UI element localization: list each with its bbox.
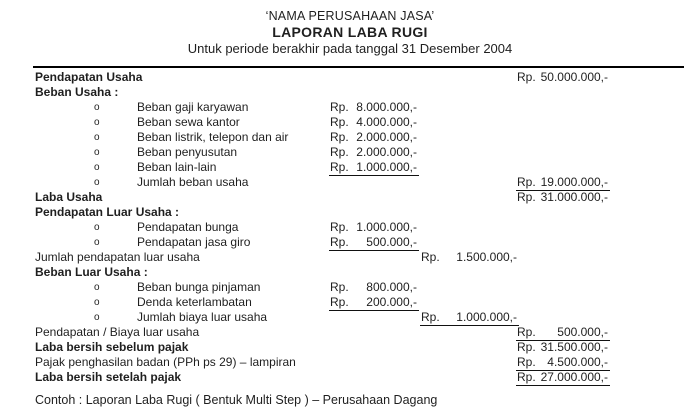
amount-detail <box>329 235 419 251</box>
row-label: Beban sewa kantor <box>137 115 240 129</box>
row-label: Laba bersih sebelum pajak <box>35 340 189 354</box>
amount-detail <box>329 280 419 295</box>
row-label: Jumlah biaya luar usaha <box>137 310 268 324</box>
row-label: Pendapatan jasa giro <box>137 235 251 249</box>
currency-prefix: Rp. <box>330 220 349 234</box>
report-row <box>35 205 675 220</box>
row-label: Beban bunga pinjaman <box>137 280 261 294</box>
amount-total <box>516 70 610 85</box>
bullet-marker: o <box>94 162 100 173</box>
row-label: Beban listrik, telepon dan air <box>137 130 289 144</box>
amount-value: 800.000,- <box>366 280 417 294</box>
report-row <box>35 295 675 310</box>
amount-value: 500.000,- <box>557 325 608 339</box>
row-label: Pendapatan / Biaya luar usaha <box>35 325 200 339</box>
currency-prefix: Rp. <box>421 250 440 264</box>
report-row <box>35 100 675 115</box>
amount-detail <box>329 295 419 311</box>
amount-mid <box>420 310 519 326</box>
amount-value: 500.000,- <box>366 235 417 249</box>
row-label: Pendapatan Usaha <box>35 70 143 84</box>
bullet-marker: o <box>94 282 100 293</box>
row-label: Laba Usaha <box>35 190 103 204</box>
currency-prefix: Rp. <box>330 280 349 294</box>
report-row <box>35 220 675 235</box>
header-divider <box>33 66 684 68</box>
currency-prefix: Rp. <box>330 130 349 144</box>
bullet-marker: o <box>94 117 100 128</box>
report-row <box>35 280 675 295</box>
amount-value: 31.000.000,- <box>540 190 608 204</box>
report-row <box>35 235 675 250</box>
amount-value: 1.000.000,- <box>356 220 417 234</box>
row-label: Beban lain-lain <box>137 160 217 174</box>
currency-prefix: Rp. <box>517 340 536 354</box>
amount-value: 2.000.000,- <box>356 145 417 159</box>
caption-text: Contoh : Laporan Laba Rugi ( Bentuk Multi Step ) – Perusahaan Dagang <box>35 393 438 407</box>
amount-value: 4.500.000,- <box>547 355 608 369</box>
report-row <box>35 175 675 190</box>
amount-value: 1.000.000,- <box>456 310 517 324</box>
row-label: Jumlah beban usaha <box>137 175 249 189</box>
bullet-marker: o <box>94 132 100 143</box>
amount-total <box>516 355 610 371</box>
row-label: Laba bersih setelah pajak <box>35 370 182 384</box>
row-label: Beban penyusutan <box>137 145 238 159</box>
currency-prefix: Rp. <box>330 160 349 174</box>
row-label: Jumlah pendapatan luar usaha <box>35 250 200 264</box>
amount-value: 2.000.000,- <box>356 130 417 144</box>
amount-mid <box>420 250 519 265</box>
bullet-marker: o <box>94 147 100 158</box>
report-row <box>35 160 675 175</box>
bullet-marker: o <box>94 297 100 308</box>
report-row <box>35 340 675 355</box>
currency-prefix: Rp. <box>517 355 536 369</box>
amount-detail <box>329 145 419 160</box>
report-row <box>35 145 675 160</box>
report-row <box>35 85 675 100</box>
report-row <box>35 310 675 325</box>
currency-prefix: Rp. <box>330 115 349 129</box>
bullet-marker: o <box>94 312 100 323</box>
row-label: Pendapatan bunga <box>137 220 239 234</box>
row-label: Denda keterlambatan <box>137 295 252 309</box>
bullet-marker: o <box>94 237 100 248</box>
amount-value: 200.000,- <box>366 295 417 309</box>
report-row <box>35 70 675 85</box>
document-header <box>0 9 700 57</box>
report-row <box>35 130 675 145</box>
row-label: Pajak penghasilan badan (PPh ps 29) – lampiran <box>35 355 296 369</box>
company-name: ‘NAMA PERUSAHAAN JASA’ <box>265 9 435 23</box>
amount-detail <box>329 220 419 235</box>
report-row <box>35 265 675 280</box>
amount-detail <box>329 115 419 130</box>
report-row <box>35 250 675 265</box>
row-label: Pendapatan Luar Usaha : <box>35 205 180 219</box>
bullet-marker: o <box>94 177 100 188</box>
report-body <box>35 70 675 385</box>
amount-total <box>516 325 610 341</box>
amount-value: 27.000.000,- <box>540 370 608 384</box>
currency-prefix: Rp. <box>421 310 440 324</box>
amount-value: 8.000.000,- <box>356 100 417 114</box>
currency-prefix: Rp. <box>330 295 349 309</box>
amount-total <box>516 175 610 191</box>
amount-detail <box>329 160 419 176</box>
currency-prefix: Rp. <box>517 370 536 384</box>
bullet-marker: o <box>94 222 100 233</box>
currency-prefix: Rp. <box>517 190 536 204</box>
amount-detail <box>329 100 419 115</box>
report-row <box>35 190 675 205</box>
amount-value: 19.000.000,- <box>540 175 608 189</box>
bullet-marker: o <box>94 102 100 113</box>
row-label: Beban gaji karyawan <box>137 100 249 114</box>
currency-prefix: Rp. <box>517 325 536 339</box>
report-row <box>35 355 675 370</box>
report-period: Untuk periode berakhir pada tanggal 31 Desember 2004 <box>187 41 513 56</box>
currency-prefix: Rp. <box>517 70 536 84</box>
report-row <box>35 115 675 130</box>
amount-total <box>516 370 610 386</box>
amount-value: 1.500.000,- <box>456 250 517 264</box>
amount-value: 4.000.000,- <box>356 115 417 129</box>
report-row <box>35 370 675 385</box>
currency-prefix: Rp. <box>330 145 349 159</box>
amount-detail <box>329 130 419 145</box>
row-label: Beban Luar Usaha : <box>35 265 148 279</box>
currency-prefix: Rp. <box>330 235 349 249</box>
currency-prefix: Rp. <box>330 100 349 114</box>
amount-total <box>516 190 610 205</box>
report-row <box>35 325 675 340</box>
amount-total <box>516 340 610 355</box>
report-title: LAPORAN LABA RUGI <box>272 24 428 40</box>
row-label: Beban Usaha : <box>35 85 119 99</box>
amount-value: 31.500.000,- <box>540 340 608 354</box>
amount-value: 50.000.000,- <box>540 70 608 84</box>
currency-prefix: Rp. <box>517 175 536 189</box>
amount-value: 1.000.000,- <box>356 160 417 174</box>
